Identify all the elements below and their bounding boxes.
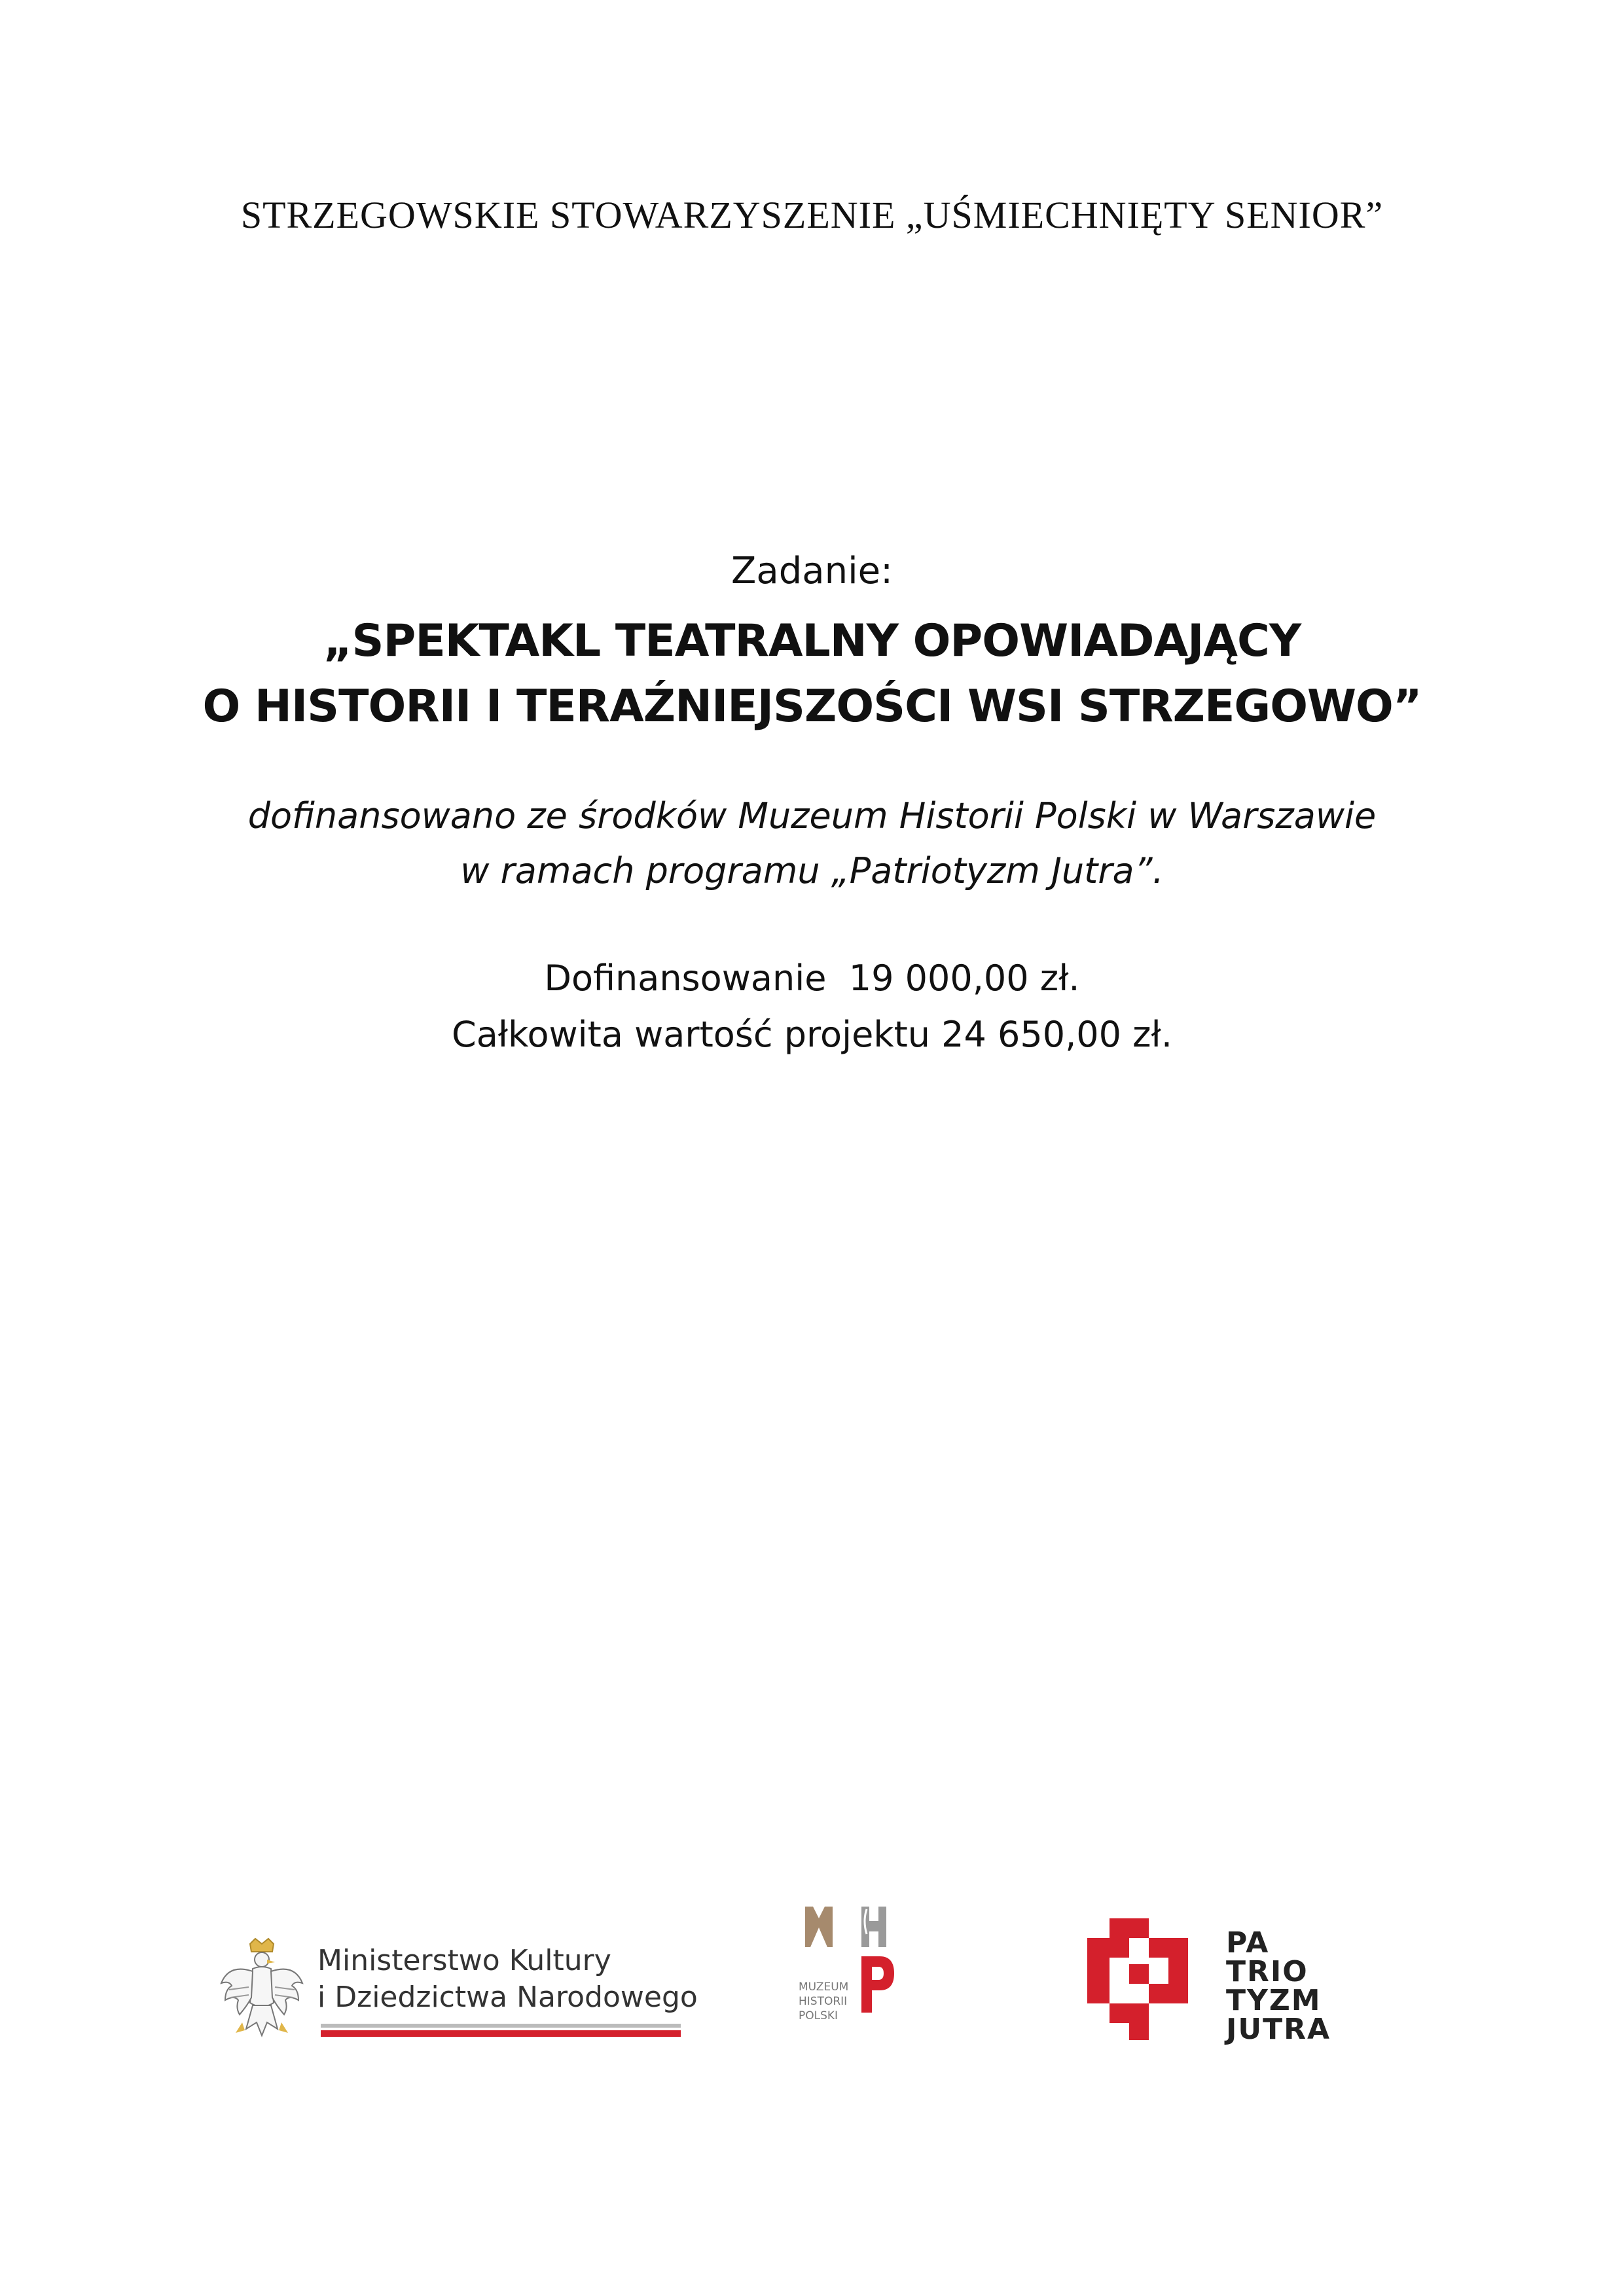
ministry-white-stripe — [321, 2024, 681, 2028]
museum-name-line-3: POLSKI — [799, 2009, 839, 2022]
museum-logo — [799, 1901, 929, 2032]
museum-name — [799, 1980, 848, 2023]
ministry-red-stripe — [321, 2030, 681, 2037]
program-name-line-3: TYZM — [1226, 1984, 1322, 2017]
white-eagle-emblem-icon — [216, 1937, 308, 2049]
task-label: Zadanie: — [731, 550, 893, 592]
program-logo — [1083, 1914, 1345, 2045]
organization-name: STRZEGOWSKIE STOWARZYSZENIE „UŚMIECHNIĘTY SENIOR” — [240, 194, 1384, 236]
cofinancing-amount: Dofinansowanie 19 000,00 zł. — [544, 958, 1080, 999]
task-title — [0, 609, 1624, 740]
ministry-name-line-2: i Dziedzictwa Narodowego — [317, 1981, 698, 2014]
ministry-logo — [216, 1937, 700, 2049]
funding-line-1: dofinansowano ze środków Muzeum Historii Polski w Warszawie — [247, 795, 1377, 836]
funding-amounts — [0, 950, 1624, 1063]
task-title-line-1: „SPEKTAKL TEATRALNY OPOWIADAJĄCY — [323, 615, 1301, 667]
patriotyzm-jutra-logo — [1083, 1914, 1214, 2045]
total-project-value: Całkowita wartość projektu 24 650,00 zł. — [451, 1014, 1172, 1055]
task-title-line-2: O HISTORII I TERAŹNIEJSZOŚCI WSI STRZEGOWO” — [202, 681, 1422, 732]
program-name-line-1: PA — [1226, 1926, 1270, 1960]
program-name-line-2: TRIO — [1226, 1955, 1308, 1988]
program-name — [1226, 1926, 1331, 2046]
program-name-line-4: JUTRA — [1226, 2013, 1331, 2046]
museum-name-line-1: MUZEUM — [799, 1981, 849, 1994]
funding-note — [0, 789, 1624, 899]
ministry-name — [317, 1943, 698, 2016]
funding-line-2: w ramach programu „Patriotyzm Jutra”. — [460, 850, 1164, 891]
ministry-name-line-1: Ministerstwo Kultury — [317, 1944, 611, 1977]
museum-name-line-2: HISTORII — [799, 1995, 848, 2008]
